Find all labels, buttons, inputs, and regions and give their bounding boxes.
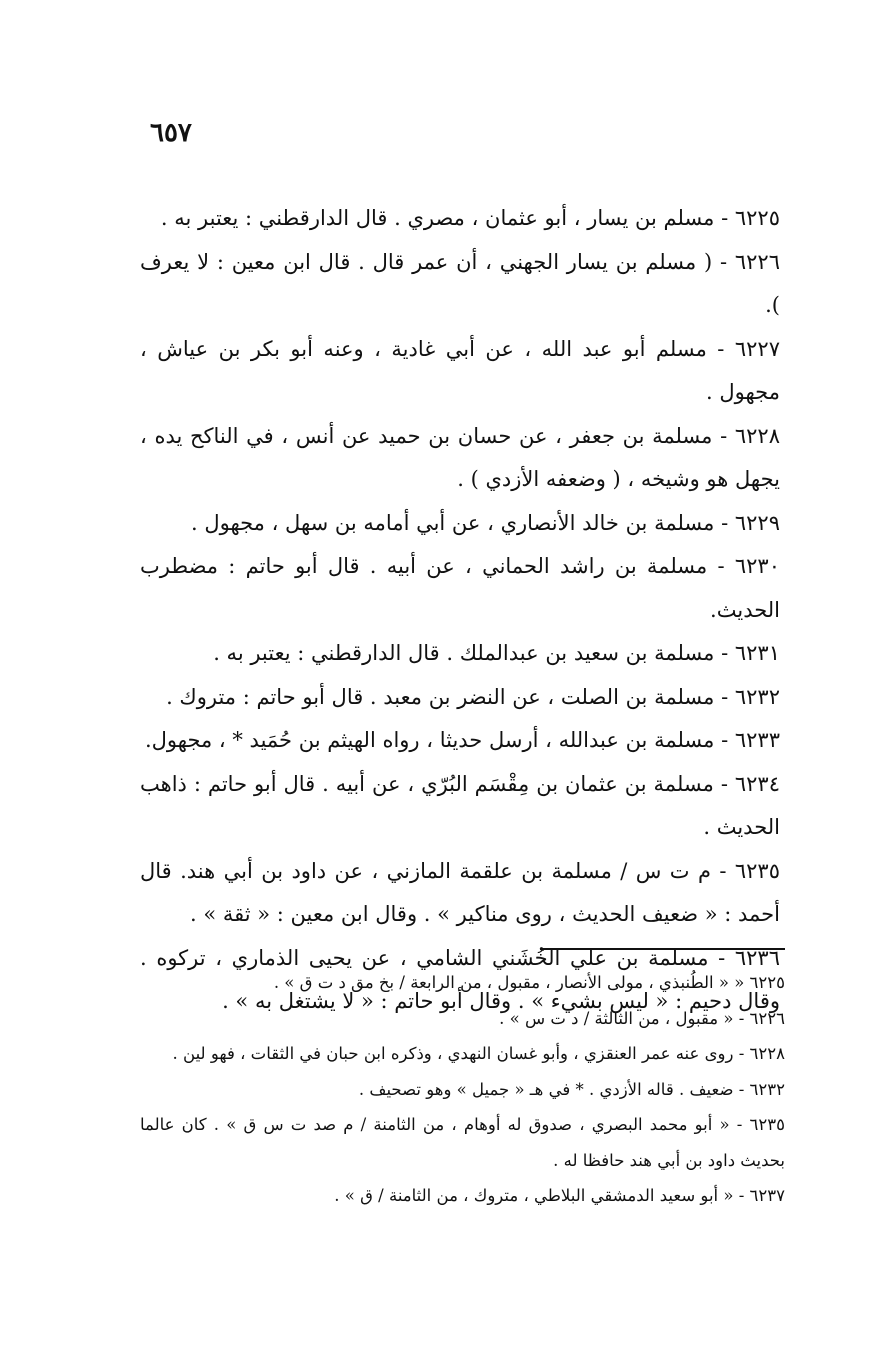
entry-6225: ٦٢٢٥ - مسلم بن يسار ، أبو عثمان ، مصري . قال الدارقطني : يعتبر به . [160,206,780,230]
footnote-6226: ٦٢٢٦ - « مقبول ، من الثالثة / د ت س » . [499,1008,785,1028]
entry-6236: ٦٢٣٦ - مسلمة بن علي الخُشَني الشامي ، عن يحيى الذماري ، تركوه . وقال دحيم : « ليس بشيء » . وقال أبو حاتم : « لا يشتغل به » . [140,945,780,1013]
footnote-6232: ٦٢٣٢ - ضعيف . قاله الأزدي . * في هـ « جميل » وهو تصحيف . [358,1079,785,1099]
footnote-6237: ٦٢٣٧ - « أبو سعيد الدمشقي البلاطي ، متروك ، من الثامنة / ق » . [334,1186,785,1205]
footnote-6235: ٦٢٣٥ - « أبو محمد البصري ، صدوق له أوهام ، من الثامنة / م صد ت س ق » . كان عالما بحديث داود بن أبي هند حافظا له . [140,1115,785,1170]
footnote-6228: ٦٢٢٨ - روى عنه عمر العنقزي ، وأبو غسان النهدي ، وذكره ابن حبان في الثقات ، فهو لين . [172,1044,785,1063]
entry-6233: ٦٢٣٣ - مسلمة بن عبدالله ، أرسل حديثا ، رواه الهيثم بن حُمَيد * ، مجهول. [144,728,780,752]
page-number: ٦٥٧ [150,118,192,148]
entry-6229: ٦٢٢٩ - مسلمة بن خالد الأنصاري ، عن أبي أمامه بن سهل ، مجهول . [190,510,780,535]
footnote-6225: ٦٢٢٥ « « الطُنبذي ، مولى الأنصار ، مقبول ، من الرابعة / بخ مق د ت ق » . [273,973,785,992]
entry-6235: ٦٢٣٥ - م ت س / مسلمة بن علقمة المازني ، عن داود بن أبي هند. قال أحمد : « ضعيف الحديث ، روى مناكير » . وقال ابن معين : « ثقة » . [140,858,780,926]
entry-6227: ٦٢٢٧ - مسلم أبو عبد الله ، عن أبي غادية ، وعنه أبو بكر بن عياش ، مجهول . [140,336,780,404]
main-text [140,197,780,1024]
entry-6232: ٦٢٣٢ - مسلمة بن الصلت ، عن النضر بن معبد . قال أبو حاتم : متروك . [166,684,780,709]
footnotes [140,965,785,1214]
entry-6234: ٦٢٣٤ - مسلمة بن عثمان بن مِقْسَم البُرّي ، عن أبيه . قال أبو حاتم : ذاهب الحديث . [140,771,780,839]
footnote-separator [540,948,785,950]
entry-6231: ٦٢٣١ - مسلمة بن سعيد بن عبدالملك . قال الدارقطني : يعتبر به . [213,641,780,665]
entry-6226: ٦٢٢٦ - ( مسلم بن يسار الجهني ، أن عمر قال . قال ابن معين : لا يعرف ). [140,249,780,317]
entry-6228: ٦٢٢٨ - مسلمة بن جعفر ، عن حسان بن حميد عن أنس ، في الناكح يده ، يجهل هو وشيخه ، ( وضعفه الأزدي ) . [140,423,780,491]
entry-6230: ٦٢٣٠ - مسلمة بن راشد الحماني ، عن أبيه . قال أبو حاتم : مضطرب الحديث. [140,554,780,622]
